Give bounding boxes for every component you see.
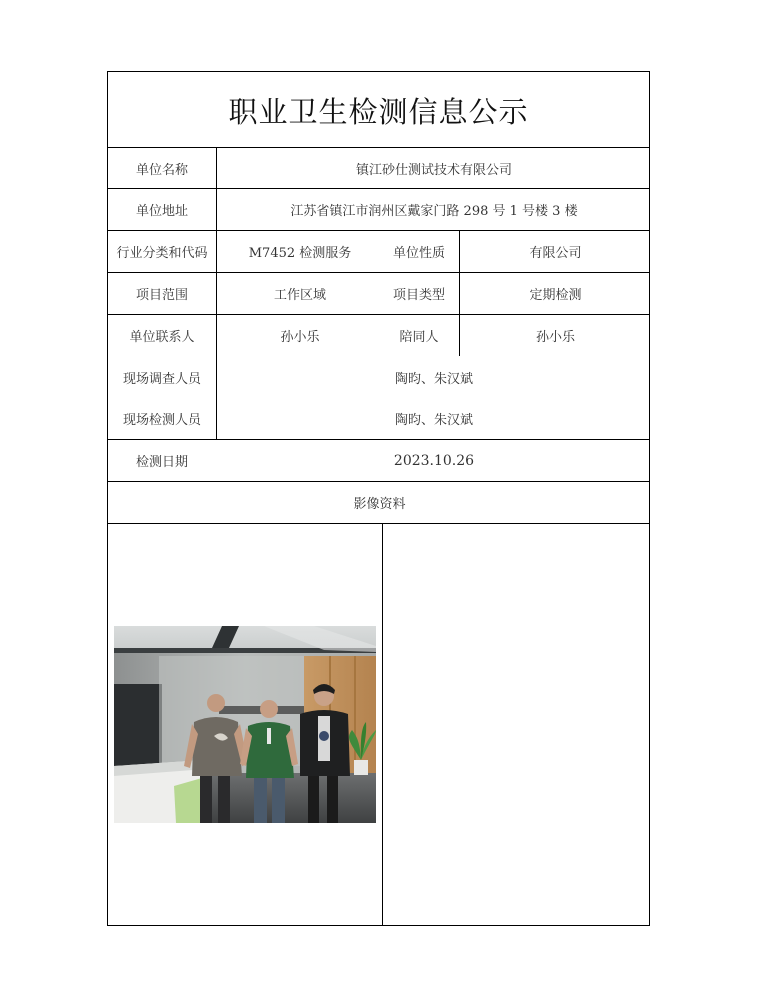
project-type-label: 项目类型: [392, 288, 445, 303]
project-scope-value: 工作区域: [273, 288, 326, 303]
column-divider: [382, 523, 383, 925]
info-table: [107, 71, 650, 926]
test-date-label: 检测日期: [135, 455, 188, 470]
image-section-label: 影像资料: [353, 497, 406, 512]
contact-label: 单位联系人: [129, 330, 195, 345]
unit-nature-value: 有限公司: [529, 246, 582, 261]
project-scope-label: 项目范围: [135, 288, 188, 303]
testing-staff-value: 陶昀、朱汉斌: [394, 413, 473, 428]
industry-label: 行业分类和代码: [116, 246, 208, 261]
unit-name-value: 镇江砂仕测试技术有限公司: [355, 162, 512, 178]
testing-staff-label: 现场检测人员: [122, 413, 201, 428]
unit-nature-label: 单位性质: [392, 246, 445, 261]
site-photo: [114, 626, 376, 823]
page-title: 职业卫生检测信息公示: [228, 95, 529, 129]
unit-address-value: 江苏省镇江市润州区戴家门路 298 号 1 号楼 3 楼: [290, 204, 578, 219]
survey-staff-label: 现场调查人员: [122, 371, 201, 387]
accompany-value: 孙小乐: [535, 330, 575, 345]
survey-staff-value: 陶昀、朱汉斌: [394, 371, 473, 387]
accompany-label: 陪同人: [399, 330, 439, 345]
industry-value: M7452 检测服务: [248, 246, 352, 261]
test-date-value: 2023.10.26: [393, 452, 475, 469]
unit-address-label: 单位地址: [135, 204, 188, 219]
unit-name-label: 单位名称: [135, 162, 188, 178]
contact-value: 孙小乐: [280, 330, 320, 345]
row-divider: [108, 523, 649, 524]
project-type-value: 定期检测: [529, 288, 582, 303]
